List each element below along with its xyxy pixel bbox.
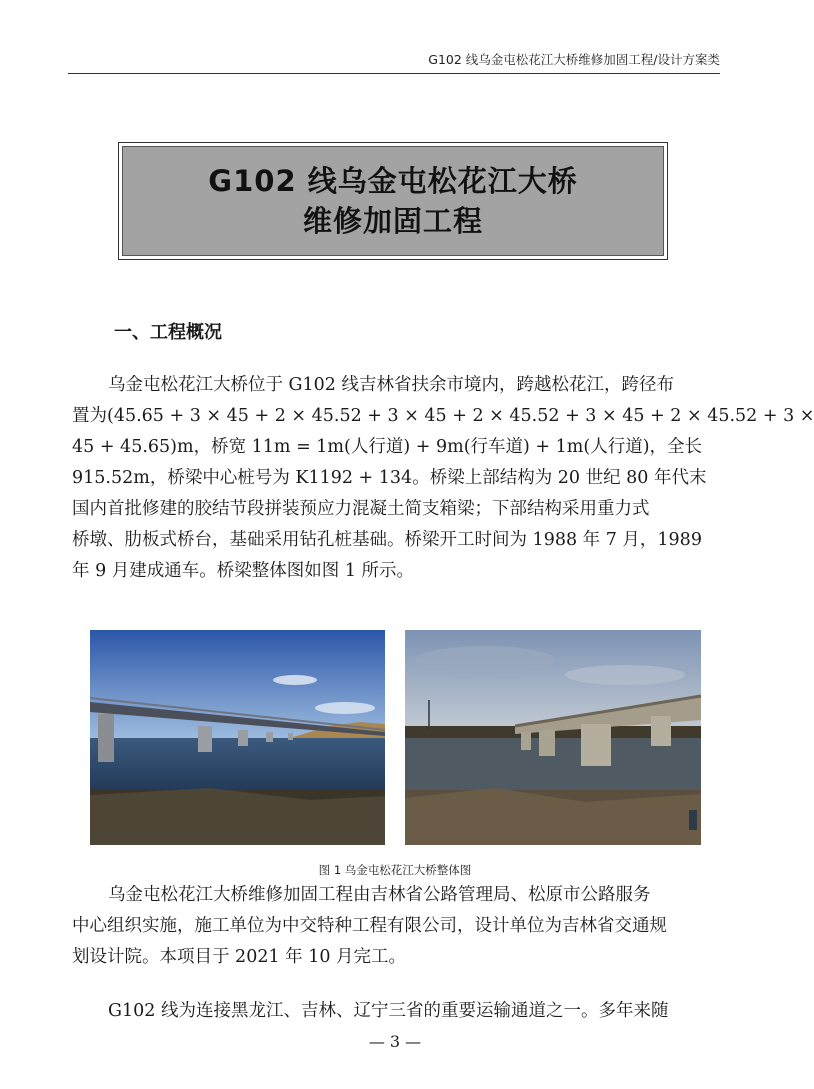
text-line: 中心组织实施，施工单位为中交特种工程有限公司，设计单位为吉林省交通规 [72, 916, 667, 936]
text-line: 桥墩、肋板式桥台，基础采用钻孔桩基础。桥梁开工时间为 1988 年 7 月，1989 [72, 530, 702, 550]
paragraph-organization [72, 880, 720, 973]
title-line-2: 维修加固工程 [302, 204, 483, 238]
paragraph-background [72, 996, 720, 1027]
figure-caption: 图 1 乌金屯松花江大桥整体图 [318, 863, 472, 877]
text-line: 45 + 45.65)m，桥宽 11m = 1m(人行道) + 9m(行车道) + 1m(人行道)，全长 [72, 437, 703, 457]
text-line: 乌金屯松花江大桥维修加固工程由吉林省公路管理局、松原市公路服务 [108, 885, 651, 905]
text-line: 划设计院。本项目于 2021 年 10 月完工。 [72, 947, 407, 967]
section-heading: 一、工程概况 [114, 322, 222, 343]
paragraph-overview [72, 370, 814, 587]
text-line: 置为(45.65 + 3 × 45 + 2 × 45.52 + 3 × 45 + 2 × 45.52 + 3 × 45 + 2 × 45.52 + 3 × [72, 406, 814, 426]
title-line-1: G102 线乌金屯松花江大桥 [208, 164, 578, 198]
bridge-photo-right [405, 630, 701, 845]
text-line: 915.52m，桥梁中心桩号为 K1192 + 134。桥梁上部结构为 20 世纪 80 年代末 [72, 468, 707, 488]
bridge-photo-left [90, 630, 385, 845]
title-box [118, 142, 668, 260]
running-header: G102 线乌金屯松花江大桥维修加固工程/设计方案类 [428, 52, 720, 67]
page-number: — 3 — [368, 1032, 422, 1051]
text-line: 年 9 月建成通车。桥梁整体图如图 1 所示。 [72, 561, 415, 581]
text-line: 乌金屯松花江大桥位于 G102 线吉林省扶余市境内，跨越松花江，跨径布 [108, 375, 675, 395]
text-line: 国内首批修建的胶结节段拼装预应力混凝土简支箱梁；下部结构采用重力式 [72, 499, 650, 519]
text-line: G102 线为连接黑龙江、吉林、辽宁三省的重要运输通道之一。多年来随 [108, 1001, 669, 1021]
header-rule [68, 73, 720, 74]
title-panel [122, 146, 664, 256]
